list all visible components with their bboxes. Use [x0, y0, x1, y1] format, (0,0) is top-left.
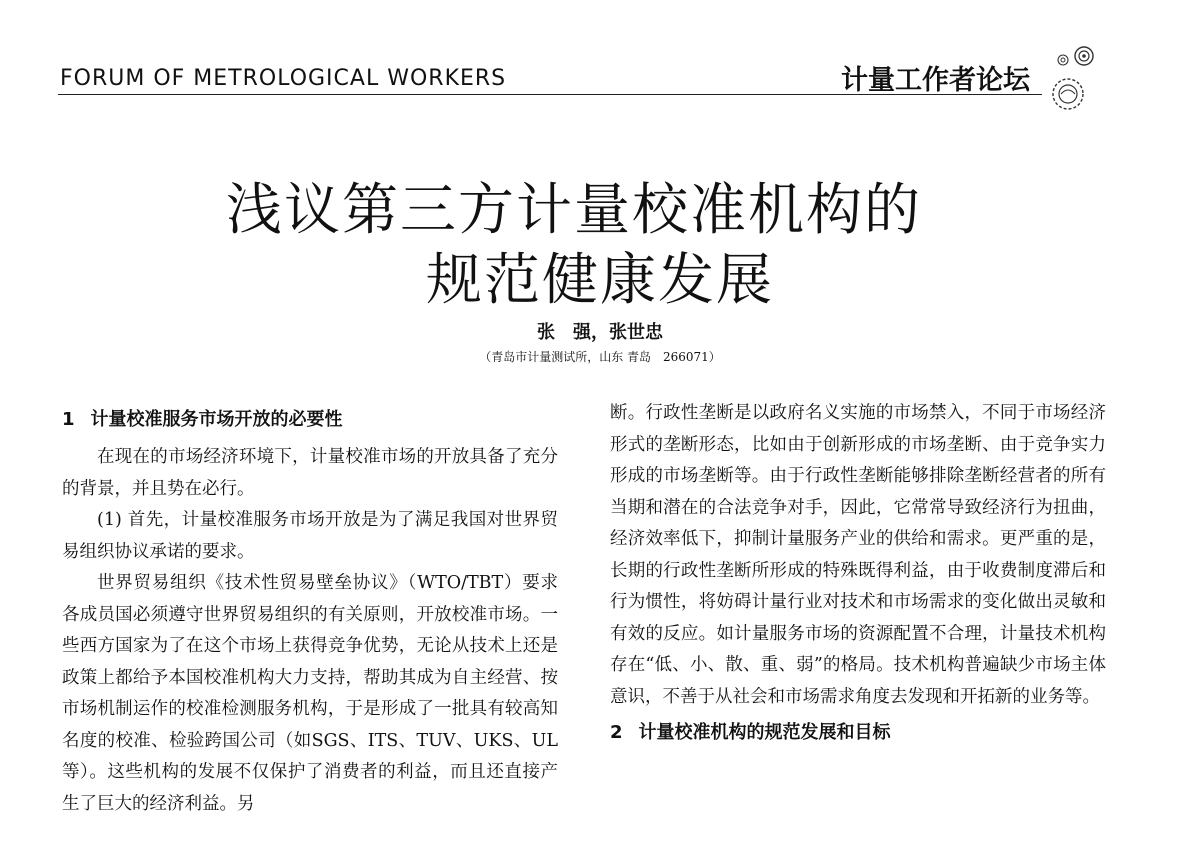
- section-1-number: 1: [62, 409, 75, 430]
- right-column: [610, 398, 1106, 751]
- paragraph: (1) 首先，计量校准服务市场开放是为了满足我国对世界贸易组织协议承诺的要求。: [62, 510, 558, 562]
- author-affiliation: （青岛市计量测试所，山东 青岛 266071）: [479, 350, 721, 364]
- section-1-heading: [62, 398, 558, 442]
- paragraph: 在现在的市场经济环境下，计量校准市场的开放具备了充分的背景，并且势在必行。: [62, 447, 558, 499]
- article-title-line-1: 浅议第三方计量校准机构的: [226, 178, 922, 243]
- article-authors: 张 强，张世忠: [537, 322, 663, 343]
- paragraph: 世界贸易组织《技术性贸易壁垒协议》（WTO/TBT）要求各成员国必须遵守世界贸易组织的有关原则，开放校准市场。一些西方国家为了在这个市场上获得竞争优势，无论从技术上还是政策上都给予本国校准机构大力支持，帮助其成为自主经营、按市场机制运作的校准检测服务机构，于是形成了一批具有较高知名度的校准、检验跨国公司（如SGS、ITS、TUV、UKS、UL等）。这些机构的发展不仅保护了消费者的利益，而且还直接产生了巨大的经济利益。另: [62, 573, 558, 814]
- section-1-title: 计量校准服务市场开放的必要性: [90, 409, 343, 430]
- left-column: [62, 398, 558, 820]
- section-2-number: 2: [610, 722, 623, 743]
- section-2-title: 计量校准机构的规范发展和目标: [638, 722, 891, 743]
- paragraph: 断。行政性垄断是以政府名义实施的市场禁入，不同于市场经济形式的垄断形态，比如由于创新形成的市场垄断、由于竞争实力形成的市场垄断等。由于行政性垄断能够排除垄断经营者的所有当期和潜在的合法竞争对手，因此，它常常导致经济行为扭曲，经济效率低下，抑制计量服务产业的供给和需求。更严重的是，长期的行政性垄断所形成的特殊既得利益，由于收费制度滞后和行为惯性，将妨碍计量行业对技术和市场需求的变化做出灵敏和有效的反应。如计量服务市场的资源配置不合理，计量技术机构存在“低、小、散、重、弱”的格局。技术机构普遍缺少市场主体意识，不善于从社会和市场需求角度去发现和开拓新的业务等。: [610, 403, 1106, 707]
- journal-column-name: 计量工作者论坛: [841, 65, 1030, 96]
- journal-name-english: FORUM OF METROLOGICAL WORKERS: [60, 66, 507, 91]
- header-swirl-ornament: [1036, 42, 1100, 112]
- header-rule: [58, 94, 1042, 95]
- article-title-line-2: 规范健康发展: [426, 248, 774, 313]
- section-2-heading: [610, 715, 1106, 751]
